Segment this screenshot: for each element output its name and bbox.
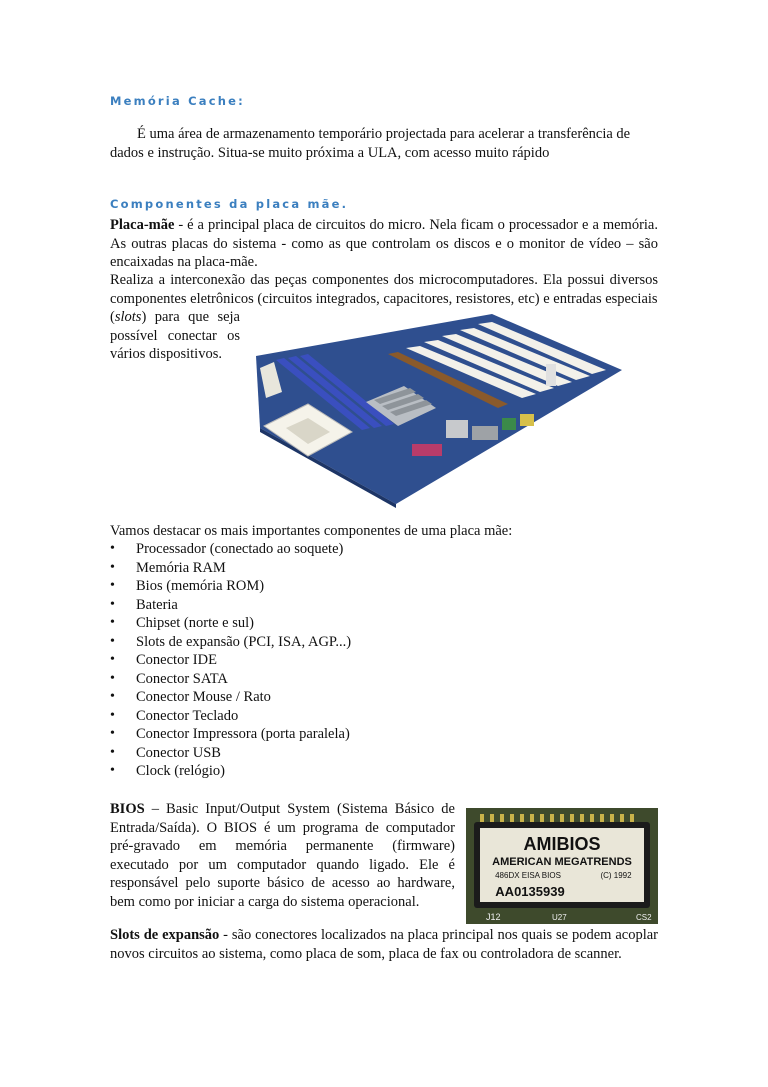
placa-mae-text: - é a principal placa de circuitos do micro. Nela ficam o processador e a memória. As outras placas do sistema - como as que controlam os discos e o monitor de vídeo – são encaixadas na placa-mãe. [110, 217, 658, 270]
slots-paragraph [110, 926, 658, 963]
slots-intro-paragraph [110, 308, 240, 364]
list-item: • Memória RAM [110, 559, 351, 578]
list-item: • Conector USB [110, 744, 351, 763]
slots-intro-text: ) para que seja possível conectar os vários dispositivos. [110, 309, 240, 362]
list-item: • Clock (relógio) [110, 762, 351, 781]
bios-text: – Basic Input/Output System (Sistema Básico de Entrada/Saída). O BIOS é um programa de computador pré-gravado em memória permanente (firmware) executado por um computador quando ligado. Ele é responsável pelo suporte básico de acesso ao hardware, bem como por iniciar a carga do sistema operacional. [110, 801, 455, 910]
list-item: • Conector IDE [110, 651, 351, 670]
bios-term: BIOS [110, 801, 145, 817]
cache-heading: Memória Cache: [110, 94, 245, 108]
chip-line2: AMERICAN MEGATRENDS [492, 856, 632, 868]
placa-mae-paragraph [110, 216, 658, 272]
motherboard-image [246, 308, 632, 508]
list-item: • Conector Impressora (porta paralela) [110, 725, 351, 744]
chip-label-j12: J12 [486, 912, 501, 922]
components-list [110, 540, 351, 781]
bios-chip-image [466, 808, 658, 924]
chip-label-cs2: CS2 [636, 913, 652, 922]
list-item: • Bateria [110, 596, 351, 615]
cache-paragraph [110, 125, 658, 162]
list-item: • Slots de expansão (PCI, ISA, AGP...) [110, 633, 351, 652]
bios-paragraph [110, 800, 455, 911]
list-item: • Processador (conectado ao soquete) [110, 540, 351, 559]
list-item: • Bios (memória ROM) [110, 577, 351, 596]
placa-mae-term: Placa-mãe [110, 217, 175, 233]
list-item: • Conector SATA [110, 670, 351, 689]
list-item: • Conector Mouse / Rato [110, 688, 351, 707]
chip-line1: AMIBIOS [523, 834, 601, 854]
chip-label-u27: U27 [552, 913, 567, 922]
battery [546, 364, 556, 386]
list-item: • Conector Teclado [110, 707, 351, 726]
slots-term: slots [114, 309, 142, 325]
chip-line3: 486DX EISA BIOS [495, 871, 561, 880]
slots-expansion-term: Slots de expansão [110, 927, 220, 943]
slots-expansion-text: - são conectores localizados na placa principal nos quais se podem acoplar novos circuitos ao sistema, como placa de som, placa de fax ou controladora de scanner. [110, 927, 659, 962]
list-item: • Chipset (norte e sul) [110, 614, 351, 633]
components-intro: Vamos destacar os mais importantes componentes de uma placa mãe: [110, 523, 513, 539]
slots-open-paren: ( [110, 309, 115, 325]
interconnect-paragraph: Realiza a interconexão das peças componentes dos microcomputadores. Ela possui diversos componentes eletrônicos (circuitos integrados, capacitores, resistores, etc) e entradas especiais [110, 272, 658, 307]
chip-line4: AA0135939 [495, 884, 565, 899]
components-heading: Componentes da placa mãe. [110, 197, 349, 211]
cache-text: É uma área de armazenamento temporário projectada para acelerar a transferência de dados e instrução. Situa-se muito próxima a ULA, com acesso muito rápido [110, 126, 631, 161]
chip-line3b: (C) 1992 [600, 871, 632, 880]
